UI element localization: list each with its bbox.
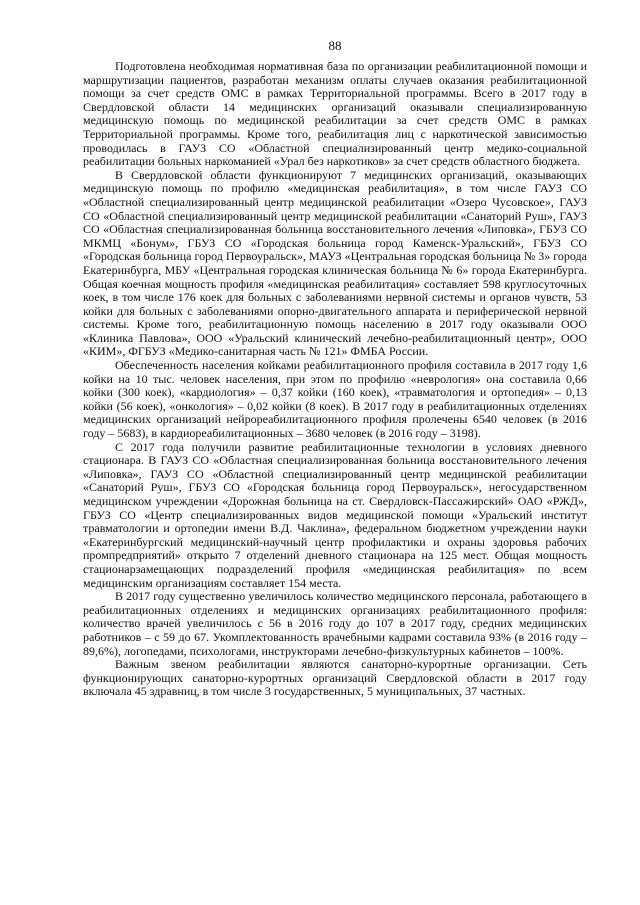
paragraph-bed-provision: Обеспеченность населения койками реабилитационного профиля составила в 2017 году 1,6 койки на 10 тыс. человек населения, при этом по профилю «неврология» она составила 0,66 койки (300 коек), «кардиология» – 0,37 койки (160 коек), «травматология и ортопедия» – 0,13 койки (56 коек), «онкология» – 0,02 койки (8 коек). В 2017 году в реабилитационных отделениях медицинских организаций нейрореабилитационного профиля пролечены 6540 человек (в 2016 году – 5683), в кардиореабилитационных – 3680 человек (в 2016 году – 3198). [83,358,587,441]
paragraph-medical-staff: В 2017 году существенно увеличилось количество медицинского персонала, работающего в реабилитационных отделениях и медицинских организациях реабилитационного профиля: количество врачей увеличилось с 56 в 2016 году до 107 в 2017 году, средних медицинских работников – с 59 до 67. Укомплектованность врачебными кадрами составила 93% (в 2016 году – 89,6%), логопедами, психологами, инструкторами лечебно-физкультурных кабинетов – 100%. [83,589,587,658]
paragraph-day-hospital: С 2017 года получили развитие реабилитационные технологии в условиях дневного стационара. В ГАУЗ СО «Областная специализированная больница восстановительного лечения «Липовка», ГАУЗ СО «Областной специализированный центр медицинской реабилитации «Санаторий Руш», ГБУЗ СО «Городская больница город Первоуральск», негосударственном медицинском учреждении «Дорожная больница на ст. Свердловск-Пассажирский» ОАО «РЖД», ГБУЗ СО «Центр специализированных видов медицинской помощи «Уральский институт травматологии и ортопедии имени В.Д. Чаклина», федеральном бюджетном учреждении науки «Екатеринбургский медицинский-научный центр профилактики и охраны здоровья рабочих промпредприятий» открыто 7 отделений дневного стационара на 125 мест. Общая мощность стационарзамещающих подразделений профиля «медицинская реабилитация» по всем медицинским организациям составляет 154 места. [83,439,587,590]
paragraph-sanatorium-resorts: Важным звеном реабилитации являются санаторно-курортные организации. Сеть функционирующих санаторно-курортных организаций Свердловской области в 2017 году включала 45 здравниц, в том числе 3 государственных, 5 муниципальных, 37 частных. [83,657,587,699]
paragraph-rehab-regulatory-base: Подготовлена необходимая нормативная база по организации реабилитационной помощи и маршрутизации пациентов, разработан механизм оплаты случаев оказания реабилитационной помощи за счет средств ОМС в рамках Территориальной программы. Всего в 2017 году в Свердловской области 14 медицинских организаций оказывали специализированную медицинскую помощь по медицинской реабилитации за счет средств ОМС в рамках Территориальной программы. Кроме того, реабилитация лиц с наркотической зависимостью проводилась в ГАУЗ СО «Областной специализированный центр медико-социальной реабилитации больных наркоманией «Урал без наркотиков» за счет средств областного бюджета. [83,59,587,169]
page-number: 88 [328,38,342,53]
paragraph-rehab-organizations: В Свердловской области функционируют 7 медицинских организаций, оказывающих медицинскую помощь по профилю «медицинская реабилитация», в том числе ГАУЗ СО «Областной специализированный центр медицинской реабилитации «Озеро Чусовское», ГАУЗ СО «Областной специализированный центр медицинской реабилитации «Санаторий Руш», ГАУЗ СО «Областная специализированная больница восстановительного лечения «Липовка», ГБУЗ СО МКМЦ «Бонум», ГБУЗ СО «Городская больница город Каменск-Уральский», ГБУЗ СО «Городская больница город Первоуральск», МАУЗ «Центральная городская больница № 3» города Екатеринбурга, МБУ «Центральная городская клиническая больница № 6» города Екатеринбурга. Общая коечная мощность профиля «медицинская реабилитация» составляет 598 круглосуточных коек, в том числе 176 коек для больных с заболеваниями нервной системы и органов чувств, 53 койки для больных с заболеваниями опорно-двигательного аппарата и периферической нервной системы. Кроме того, реабилитационную помощь населению в 2017 году оказывали ООО «Клиника Павлова», ООО «Уральский клинический лечебно-реабилитационный центр», ООО «КИМ», ФГБУЗ «Медико-санитарная часть № 121» ФМБА России. [83,167,587,359]
